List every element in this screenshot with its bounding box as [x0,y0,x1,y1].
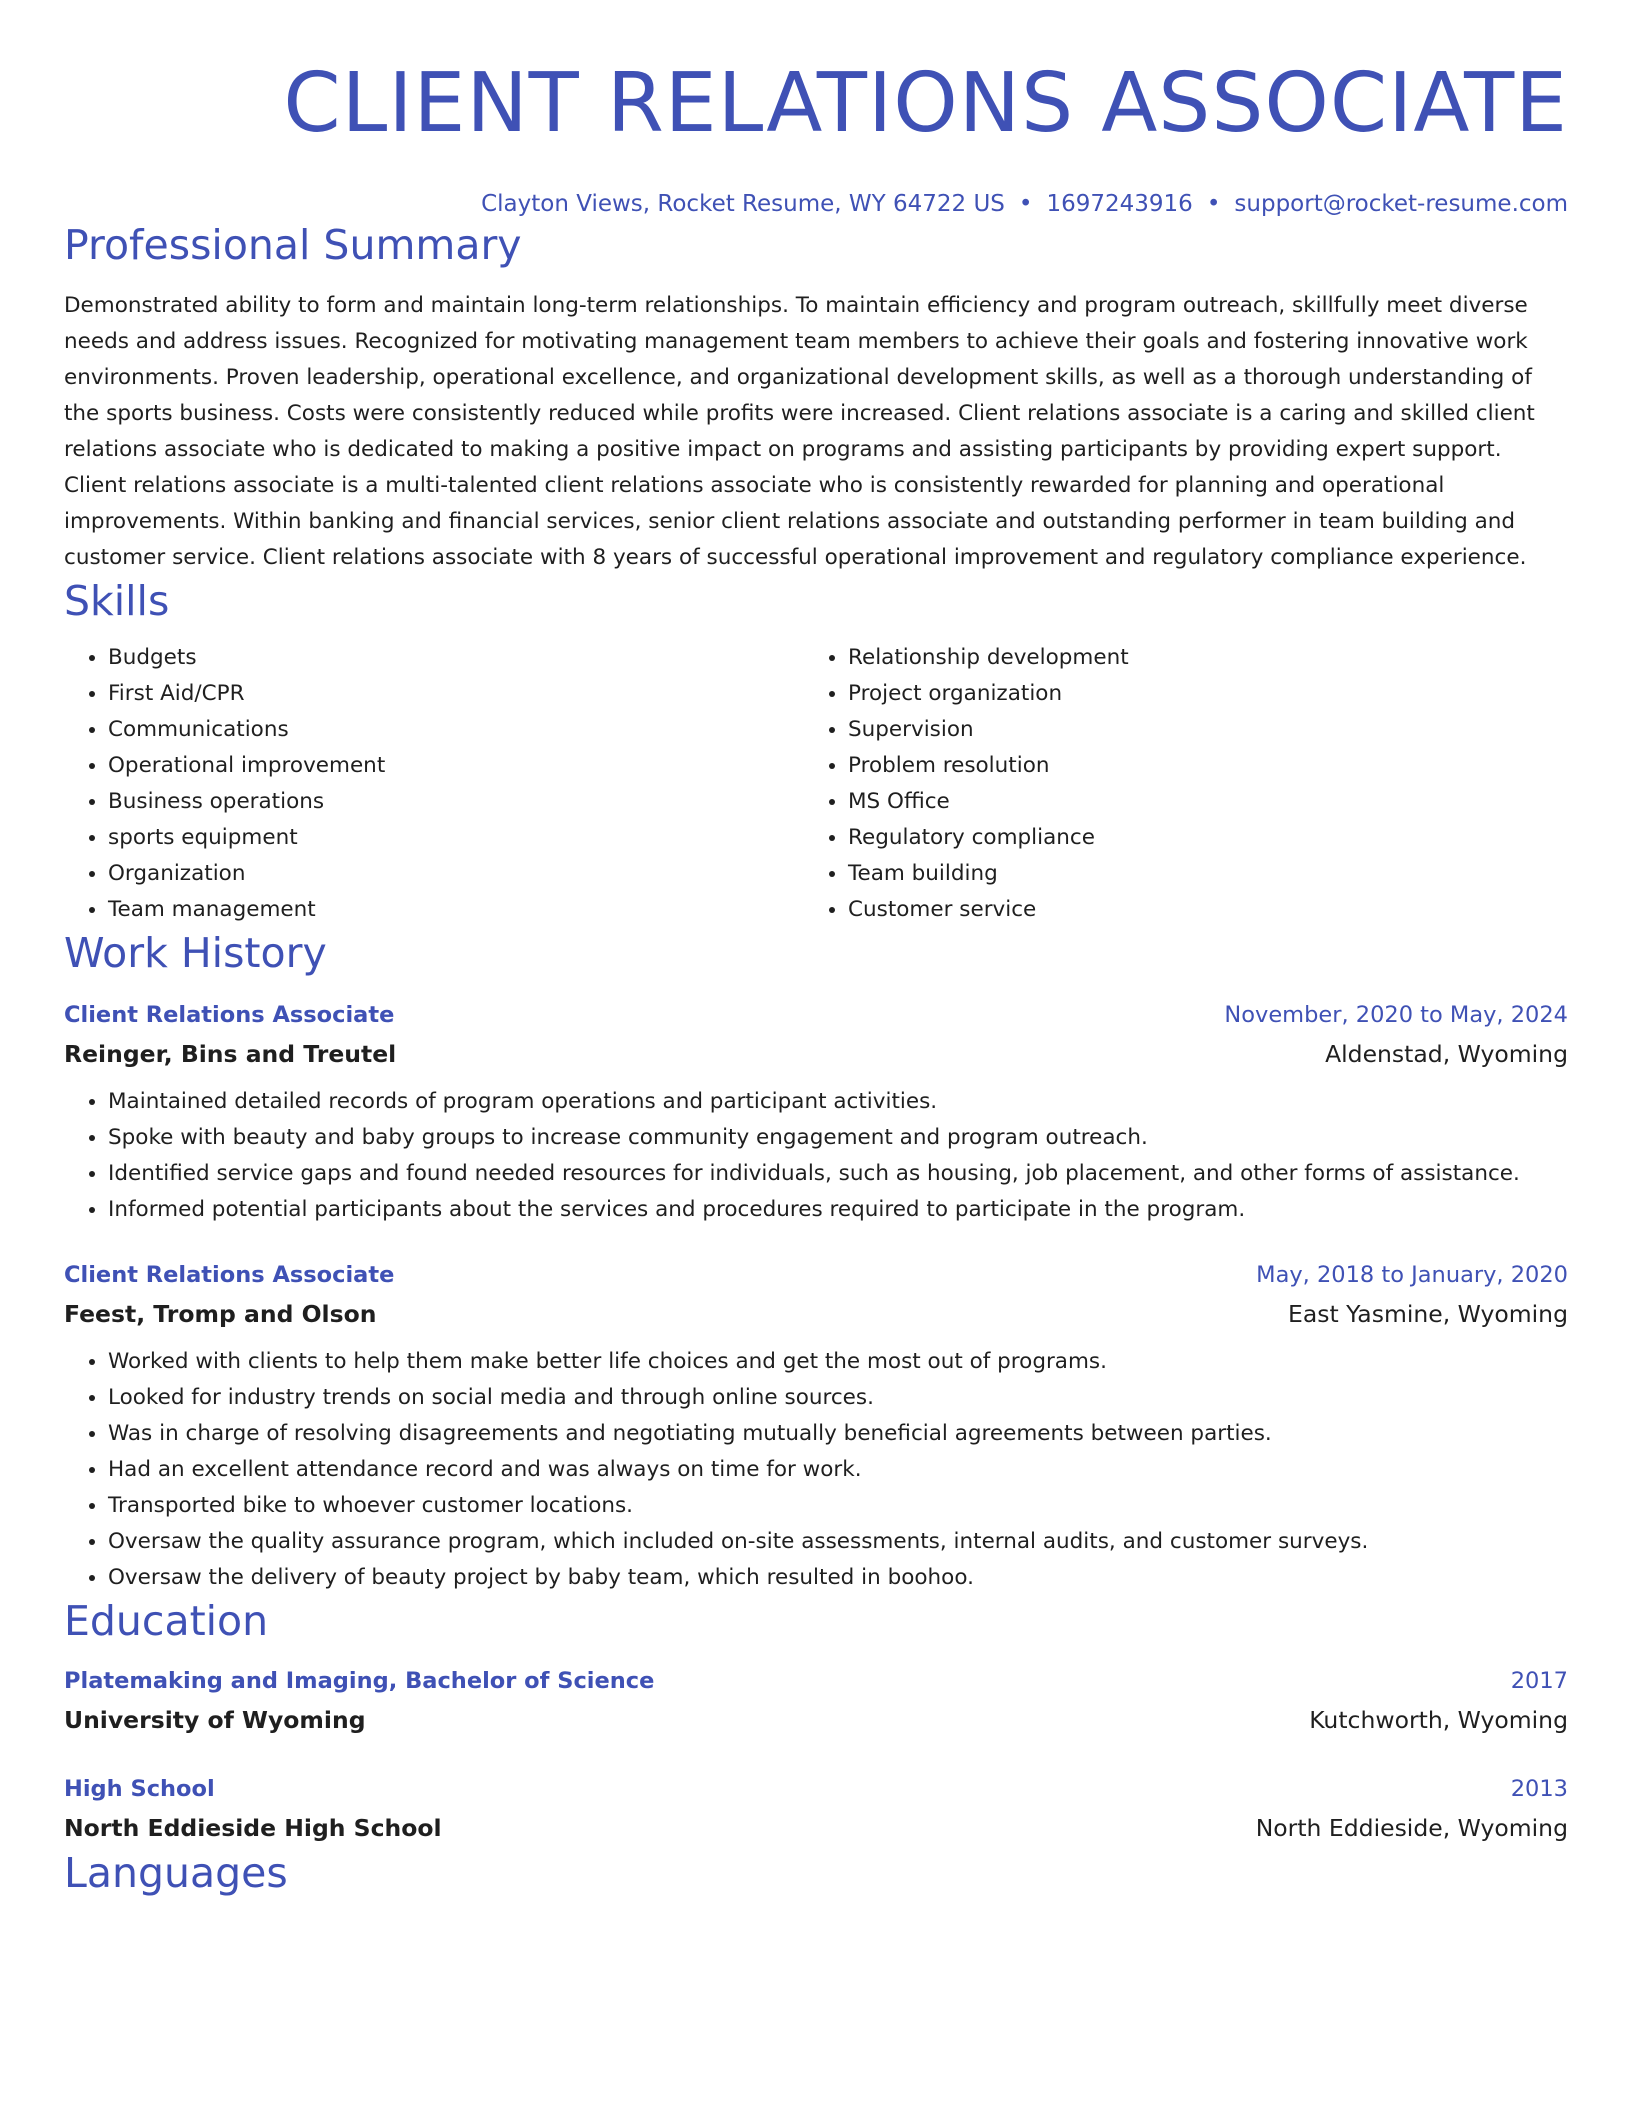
work-entry-header [64,1256,1568,1294]
job-dates: May, 2018 to January, 2020 [1256,1262,1568,1288]
education-entry-subheader [64,1700,1568,1740]
job-bullets [64,1344,1568,1596]
education-entry-header [64,1662,1568,1700]
summary-text: Demonstrated ability to form and maintain long-term relationships. To maintain efficiency and program outreach, skillfully meet diverse needs and address issues. Recognized for motivating management team members to achieve their goals and fostering innovative work environments. Proven leadership, operational excellence, and organizational development skills, as well as a thorough understanding of the sports business. Costs were consistently reduced while profits were increased. Client relations associate is a caring and skilled client relations associate who is dedicated to making a positive impact on programs and assisting participants by providing expert support. Client relations associate is a multi-talented client relations associate who is consistently rewarded for planning and operational improvements. Within banking and financial services, senior client relations associate and outstanding performer in team building and customer service. Client relations associate with 8 years of successful operational improvement and regulatory compliance experience. [64,293,1535,570]
skills-grid [64,640,1568,928]
job-bullet: • Maintained detailed records of program operations and participant activities. [108,1084,1568,1120]
skill-item: • Operational improvement [108,748,804,784]
work-entry-header [64,996,1568,1034]
section-heading-skills: Skills [64,577,170,625]
section-heading-summary: Professional Summary [64,221,522,269]
job-bullet: • Looked for industry trends on social media and through online sources. [108,1380,1568,1416]
job-dates: November, 2020 to May, 2024 [1224,1002,1568,1028]
education-year: 2013 [1510,1776,1568,1802]
skill-item: • Team management [108,892,804,928]
skills-column-left [64,640,804,928]
skill-item: • Team building [848,856,1544,892]
work-entry [64,1256,1568,1596]
education-location: North Eddieside, Wyoming [1255,1814,1568,1842]
education-location: Kutchworth, Wyoming [1309,1706,1568,1734]
job-bullet: • Oversaw the quality assurance program, which included on-site assessments, internal audits, and customer surveys. [108,1524,1568,1560]
skill-item: • Business operations [108,784,804,820]
education-school: North Eddieside High School [64,1814,442,1842]
skill-item: • Regulatory compliance [848,820,1544,856]
work-entry-subheader [64,1294,1568,1334]
job-location: Aldenstad, Wyoming [1325,1040,1568,1068]
education-year: 2017 [1510,1668,1568,1694]
education-entry-header [64,1770,1568,1808]
skill-item: • Communications [108,712,804,748]
skill-item: • Supervision [848,712,1544,748]
skills-column-right [804,640,1544,928]
job-bullet: • Was in charge of resolving disagreements and negotiating mutually beneficial agreements between parties. [108,1416,1568,1452]
section-heading-education: Education [64,1597,269,1645]
contact-phone: 1697243916 [1046,191,1193,217]
skill-item: • First Aid/CPR [108,676,804,712]
job-location: East Yasmine, Wyoming [1288,1300,1568,1328]
contact-separator: • [1206,191,1221,217]
job-bullet: • Informed potential participants about the services and procedures required to participate in the program. [108,1192,1568,1228]
contact-address: Clayton Views, Rocket Resume, WY 64722 US [481,191,1005,217]
job-bullet: • Worked with clients to help them make better life choices and get the most out of programs. [108,1344,1568,1380]
job-bullet: • Identified service gaps and found needed resources for individuals, such as housing, job placement, and other forms of assistance. [108,1156,1568,1192]
job-bullet: • Transported bike to whoever customer locations. [108,1488,1568,1524]
education-entry-subheader [64,1808,1568,1848]
resume-title: CLIENT RELATIONS ASSOCIATE [283,56,1568,151]
section-heading-languages: Languages [64,1849,288,1897]
contact-line [64,188,1568,220]
job-bullet: • Oversaw the delivery of beauty project by baby team, which resulted in boohoo. [108,1560,1568,1596]
section-heading-work-history: Work History [64,929,327,977]
skill-item: • Organization [108,856,804,892]
contact-separator: • [1018,191,1033,217]
skill-item: • sports equipment [108,820,804,856]
job-title: Client Relations Associate [64,1002,395,1028]
job-bullet: • Spoke with beauty and baby groups to increase community engagement and program outreach. [108,1120,1568,1156]
skill-item: • Relationship development [848,640,1544,676]
job-bullet: • Had an excellent attendance record and was always on time for work. [108,1452,1568,1488]
work-entry [64,996,1568,1228]
skill-item: • Problem resolution [848,748,1544,784]
skill-item: • MS Office [848,784,1544,820]
skill-item: • Budgets [108,640,804,676]
work-entry-subheader [64,1034,1568,1074]
education-school: University of Wyoming [64,1706,366,1734]
skill-item: • Customer service [848,892,1544,928]
education-entry [64,1662,1568,1740]
job-title: Client Relations Associate [64,1262,395,1288]
job-bullets [64,1084,1568,1228]
job-company: Reinger, Bins and Treutel [64,1040,397,1068]
education-degree: Platemaking and Imaging, Bachelor of Science [64,1668,655,1694]
job-company: Feest, Tromp and Olson [64,1300,377,1328]
education-degree: High School [64,1776,215,1802]
contact-email[interactable]: support@rocket-resume.com [1234,191,1568,217]
education-entry [64,1770,1568,1848]
skill-item: • Project organization [848,676,1544,712]
